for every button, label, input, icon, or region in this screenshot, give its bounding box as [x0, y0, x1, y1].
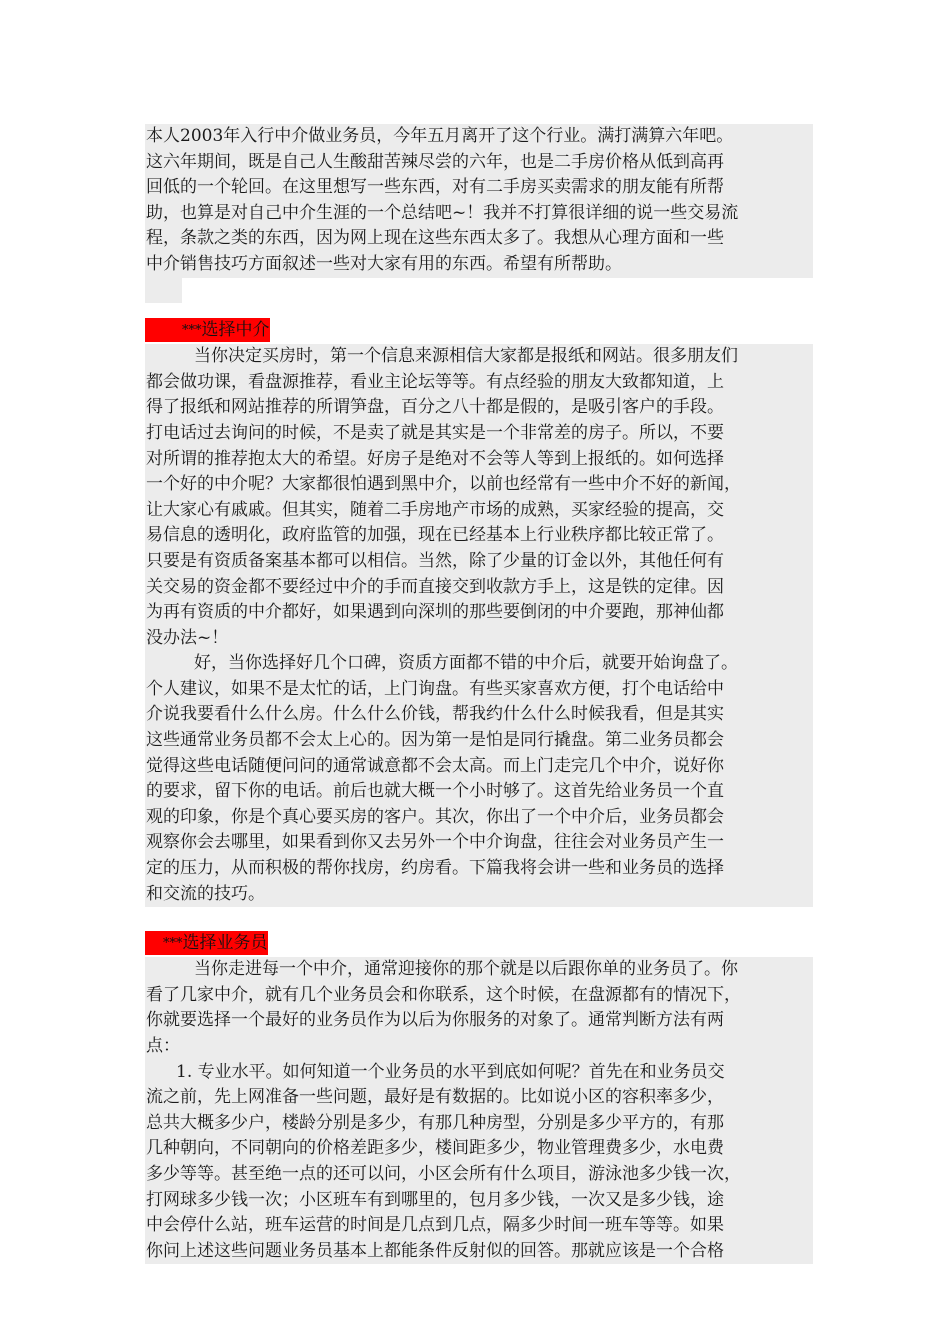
- text-line: 流之前，先上网准备一些问题，最好是有数据的。比如说小区的容积率多少，: [145, 1085, 813, 1111]
- text-line: 对所谓的推荐抱太大的希望。好房子是绝对不会等人等到上报纸的。如何选择: [145, 447, 813, 473]
- section-heading-choose-salesperson: [145, 931, 268, 955]
- text-line: 的要求，留下你的电话。前后也就大概一个小时够了。这首先给业务员一个直: [145, 779, 813, 805]
- text-line: 当你走进每一个中介，通常迎接你的那个就是以后跟你单的业务员了。你: [145, 957, 813, 983]
- text-line: 你问上述这些问题业务员基本上都能条件反射似的回答。那就应该是一个合格: [145, 1239, 813, 1265]
- text-line: 个人建议，如果不是太忙的话，上门询盘。有些买家喜欢方便，打个电话给中: [145, 677, 813, 703]
- text-line: 和交流的技巧。: [145, 882, 813, 908]
- empty-line: [145, 278, 182, 304]
- text-line: 只要是有资质备案基本都可以相信。当然，除了少量的订金以外，其他任何有: [145, 549, 813, 575]
- text-line: 几种朝向，不同朝向的价格差距多少，楼间距多少，物业管理费多少，水电费: [145, 1136, 813, 1162]
- text-line: 观察你会去哪里，如果看到你又去另外一个中介询盘，往往会对业务员产生一: [145, 830, 813, 856]
- heading-stars: ***: [182, 323, 202, 339]
- text-line: 得了报纸和网站推荐的所谓笋盘，百分之八十都是假的，是吸引客户的手段。: [145, 395, 813, 421]
- text-line: 本人2003年入行中介做业务员，今年五月离开了这个行业。满打满算六年吧。: [145, 124, 813, 150]
- text-line: 看了几家中介，就有几个业务员会和你联系，这个时候，在盘源都有的情况下，: [145, 983, 813, 1009]
- text-line: 你就要选择一个最好的业务员作为以后为你服务的对象了。通常判断方法有两: [145, 1008, 813, 1034]
- section2-paragraph-1: [145, 957, 813, 1059]
- text-line: 没办法~！: [145, 626, 813, 652]
- text-line: 这些通常业务员都不会太上心的。因为第一是怕是同行撬盘。第二业务员都会: [145, 728, 813, 754]
- text-line: 易信息的透明化，政府监管的加强，现在已经基本上行业秩序都比较正常了。: [145, 523, 813, 549]
- heading-stars: ***: [163, 936, 183, 952]
- heading-title: 选择中介: [201, 320, 270, 341]
- text-line: 这六年期间，既是自己人生酸甜苦辣尽尝的六年，也是二手房价格从低到高再: [145, 150, 813, 176]
- text-line: 回低的一个轮回。在这里想写一些东西，对有二手房买卖需求的朋友能有所帮: [145, 175, 813, 201]
- document-body: [145, 124, 813, 1264]
- text-line: 中介销售技巧方面叙述一些对大家有用的东西。希望有所帮助。: [145, 252, 813, 278]
- text-line: 中会停什么站，班车运营的时间是几点到几点，隔多少时间一班车等等。如果: [145, 1213, 813, 1239]
- text-line: 都会做功课，看盘源推荐，看业主论坛等等。有点经验的朋友大致都知道，上: [145, 370, 813, 396]
- section1-paragraph-1: [145, 344, 813, 651]
- intro-paragraph: [145, 124, 813, 278]
- text-line: 介说我要看什么什么房。什么什么价钱，帮我约什么什么时候我看，但是其实: [145, 702, 813, 728]
- text-line: 好，当你选择好几个口碑，资质方面都不错的中介后，就要开始询盘了。: [145, 651, 813, 677]
- text-line: 一个好的中介呢？大家都很怕遇到黑中介，以前也经常有一些中介不好的新闻，: [145, 472, 813, 498]
- text-line: 定的压力，从而积极的帮你找房，约房看。下篇我将会讲一些和业务员的选择: [145, 856, 813, 882]
- text-line: 1. 专业水平。如何知道一个业务员的水平到底如何呢？首先在和业务员交: [145, 1060, 813, 1086]
- text-line: 点：: [145, 1034, 813, 1060]
- section1-paragraph-2: [145, 651, 813, 907]
- section-heading-choose-agency: [145, 318, 270, 342]
- blank-gap: [145, 907, 813, 929]
- text-line: 助，也算是对自己中介生涯的一个总结吧~！我并不打算很详细的说一些交易流: [145, 201, 813, 227]
- text-line: 程，条款之类的东西，因为网上现在这些东西太多了。我想从心理方面和一些: [145, 226, 813, 252]
- text-line: 总共大概多少户，楼龄分别是多少，有那几种房型，分别是多少平方的，有那: [145, 1111, 813, 1137]
- text-line: 为再有资质的中介都好，如果遇到向深圳的那些要倒闭的中介要跑，那神仙都: [145, 600, 813, 626]
- text-line: 打电话过去询问的时候，不是卖了就是其实是一个非常差的房子。所以，不要: [145, 421, 813, 447]
- text-line: 让大家心有戚戚。但其实，随着二手房地产市场的成熟，买家经验的提高，交: [145, 498, 813, 524]
- text-line: 关交易的资金都不要经过中介的手而直接交到收款方手上，这是铁的定律。因: [145, 575, 813, 601]
- text-line: 多少等等。甚至绝一点的还可以问，小区会所有什么项目，游泳池多少钱一次，: [145, 1162, 813, 1188]
- blank-gap: [145, 303, 813, 316]
- heading-title: 选择业务员: [182, 933, 268, 954]
- text-line: 当你决定买房时，第一个信息来源相信大家都是报纸和网站。很多朋友们: [145, 344, 813, 370]
- text-line: 觉得这些电话随便问问的通常诚意都不会太高。而上门走完几个中介，说好你: [145, 754, 813, 780]
- text-line: 打网球多少钱一次；小区班车有到哪里的，包月多少钱，一次又是多少钱，途: [145, 1188, 813, 1214]
- section2-paragraph-2: [145, 1060, 813, 1265]
- text-line: 观的印象，你是个真心要买房的客户。其次，你出了一个中介后，业务员都会: [145, 805, 813, 831]
